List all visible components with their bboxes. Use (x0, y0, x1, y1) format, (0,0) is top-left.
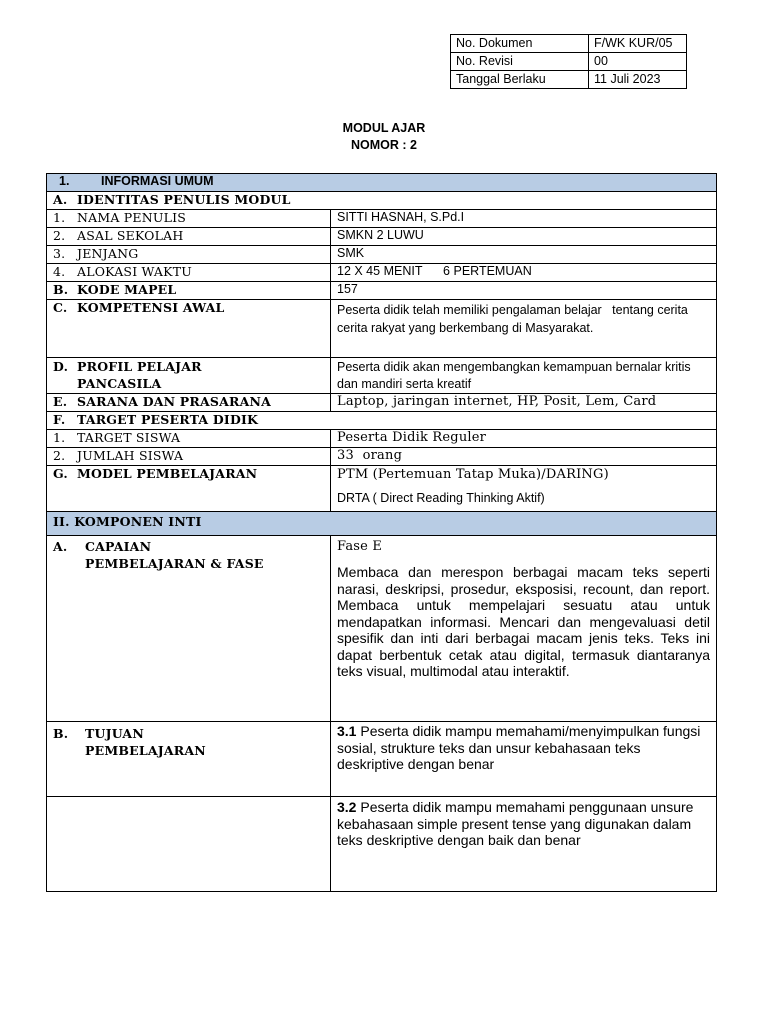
identity-row-value: 12 X 45 MENIT 6 PERTEMUAN (331, 264, 717, 282)
doc-number-value: F/WK KUR/05 (589, 35, 687, 53)
identity-row-label: JENJANG (77, 246, 139, 261)
target-row-num: 1. (53, 430, 66, 445)
objective-number: 3.1 (337, 723, 357, 739)
row-d-value: Peserta didik akan mengembangkan kemampuan bernalar kritis dan mandiri serta kreatif (331, 358, 717, 394)
section-2-header (47, 512, 717, 536)
row-learning-objectives (47, 722, 717, 797)
objective-text: Peserta didik mampu memahami/menyimpulkan fungsi sosial, strukture teks dan unsur kebahasaan teks deskriptive dengan benar (337, 723, 701, 772)
row-f-label: TARGET PESERTA DIDIK (77, 412, 259, 427)
learning-objective (331, 797, 717, 892)
row-e-marker: E. (53, 394, 68, 409)
row-d-label-line2: PANCASILA (77, 376, 162, 391)
row-b-value: 157 (331, 282, 717, 300)
row-a-marker: A. (53, 192, 68, 207)
row-c-marker: C. (53, 300, 68, 315)
doc-title: MODUL AJAR (342, 121, 426, 135)
row-b-marker: B. (53, 282, 69, 297)
target-row-value: 33 orang (331, 448, 717, 466)
identity-row-num: 3. (53, 246, 66, 261)
identity-row (47, 264, 717, 282)
identity-row-value: SITTI HASNAH, S.Pd.I (331, 210, 717, 228)
identity-row-num: 4. (53, 264, 66, 279)
row-a2-label-line1: CAPAIAN (85, 539, 152, 554)
document-meta-table (450, 34, 687, 89)
target-row (47, 448, 717, 466)
target-row-value: Peserta Didik Reguler (331, 430, 717, 448)
identity-row-label: ASAL SEKOLAH (77, 228, 184, 243)
row-a-identity (47, 192, 717, 210)
section-1-header (47, 174, 717, 192)
revision-value: 00 (589, 53, 687, 71)
row-g-label: MODEL PEMBELAJARAN (77, 466, 258, 481)
identity-row-value: SMK (331, 246, 717, 264)
identity-row-num: 2. (53, 228, 66, 243)
identity-row-value: SMKN 2 LUWU (331, 228, 717, 246)
section-1-number: 1. (59, 174, 70, 188)
target-row-label: JUMLAH SISWA (77, 448, 184, 463)
phase-label: Fase E (337, 539, 383, 554)
identity-row (47, 210, 717, 228)
target-row-num: 2. (53, 448, 66, 463)
row-d-pancasila-profile (47, 358, 717, 394)
revision-label: No. Revisi (451, 53, 589, 71)
row-b2-marker: B. (53, 726, 69, 741)
row-b-label: KODE MAPEL (77, 282, 177, 297)
effective-date-label: Tanggal Berlaku (451, 71, 589, 89)
module-table (46, 173, 717, 892)
row-e-value: Laptop, jaringan internet, HP, Posit, Lem, Card (331, 394, 717, 412)
objective-number: 3.2 (337, 799, 357, 815)
row-g-value-line1: PTM (Pertemuan Tatap Muka)/DARING) (337, 467, 609, 482)
row-c-value: Peserta didik telah memiliki pengalaman belajar tentang cerita cerita rakyat yang berkembang di Masyarakat. (331, 300, 717, 358)
row-learning-outcomes (47, 536, 717, 722)
row-e-label: SARANA DAN PRASARANA (77, 394, 272, 409)
identity-row-label: ALOKASI WAKTU (77, 264, 192, 279)
row-a-label: IDENTITAS PENULIS MODUL (77, 192, 291, 207)
target-row (47, 430, 717, 448)
row-a2-marker: A. (53, 539, 68, 554)
identity-row-num: 1. (53, 210, 66, 225)
row-b-subject-code (47, 282, 717, 300)
revision-row (451, 53, 687, 71)
row-a2-label-line2: PEMBELAJARAN & FASE (85, 556, 264, 571)
section-1-title: INFORMASI UMUM (101, 174, 214, 188)
row-c-initial-competence (47, 300, 717, 358)
identity-row (47, 246, 717, 264)
doc-number-row (451, 35, 687, 53)
row-g-marker: G. (53, 466, 68, 481)
row-b2-label-line1: TUJUAN (85, 726, 144, 741)
effective-date-row (451, 71, 687, 89)
row-f-target (47, 412, 717, 430)
objective-text: Peserta didik mampu memahami penggunaan unsure kebahasaan simple present tense yang digunakan dalam teks deskriptive dengan baik dan benar (337, 799, 694, 848)
identity-row (47, 228, 717, 246)
section-2-title: II. KOMPONEN INTI (47, 512, 717, 536)
target-row-label: TARGET SISWA (77, 430, 181, 445)
row-c-label: KOMPETENSI AWAL (77, 300, 225, 315)
effective-date-value: 11 Juli 2023 (589, 71, 687, 89)
doc-number-label: No. Dokumen (451, 35, 589, 53)
row-g-value-line2: DRTA ( Direct Reading Thinking Aktif) (337, 491, 545, 505)
identity-row-label: NAMA PENULIS (77, 210, 186, 225)
row-d-label-line1: PROFIL PELAJAR (77, 359, 202, 374)
row-g-learning-model (47, 466, 717, 512)
row-e-facilities (47, 394, 717, 412)
row-b2-label-line2: PEMBELAJARAN (85, 743, 206, 758)
doc-number-title: NOMOR : 2 (351, 138, 417, 152)
learning-outcomes-text: Membaca dan merespon berbagai macam teks seperti narasi, deskripsi, prosedur, eksposisi, recount, dan report. Membaca untuk mempelajari sesuatu atau untuk mendapatkan informasi. Mencari dan mengevaluasi detil spesifik dan inti dari berbagai macam jenis teks. Teks ini dapat berbentuk cetak atau digital, termasuk diantaranya teks visual, multimodal atau interaktif. (337, 564, 710, 679)
learning-objective (331, 722, 717, 797)
row-learning-objectives-2 (47, 797, 717, 892)
row-f-marker: F. (53, 412, 66, 427)
row-d-marker: D. (53, 359, 69, 374)
